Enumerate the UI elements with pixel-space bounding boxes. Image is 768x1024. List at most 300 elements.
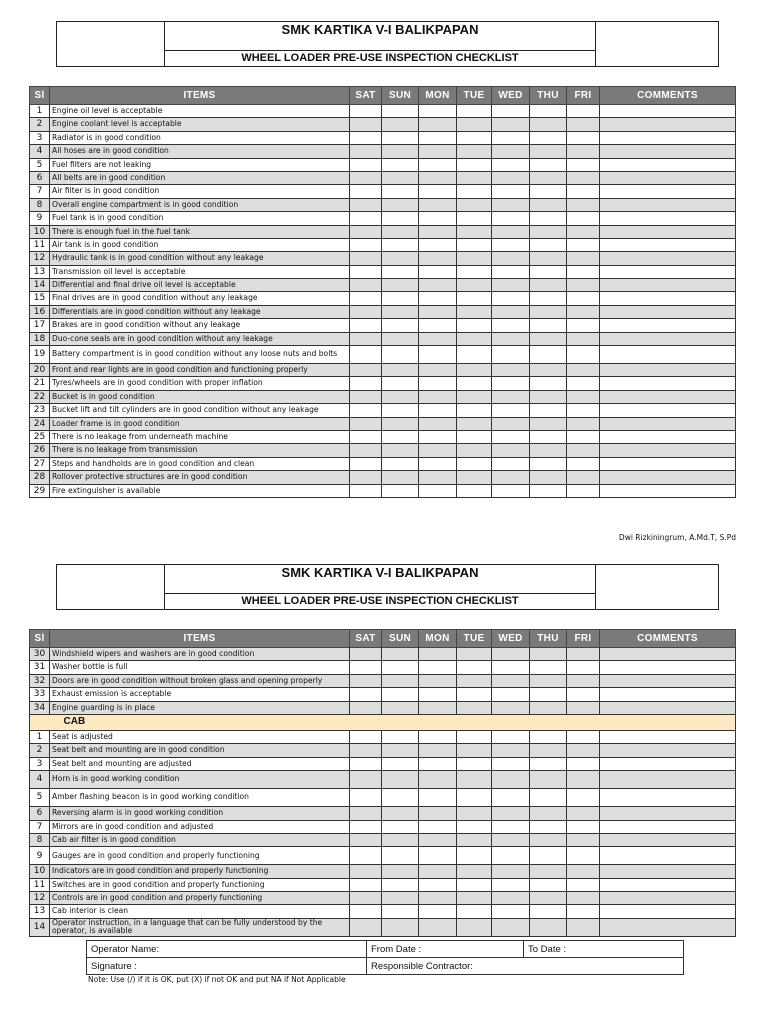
comment-cell[interactable] (600, 198, 736, 211)
check-cell-sat[interactable] (350, 305, 382, 318)
check-cell-fri[interactable] (567, 820, 600, 833)
check-cell-sat[interactable] (350, 265, 382, 278)
check-cell-fri[interactable] (567, 292, 600, 305)
check-cell-fri[interactable] (567, 648, 600, 661)
check-cell-mon[interactable] (419, 292, 457, 305)
check-cell-tue[interactable] (457, 158, 492, 171)
comment-cell[interactable] (600, 878, 736, 891)
check-cell-wed[interactable] (492, 319, 530, 332)
from-date-field[interactable]: From Date : (367, 941, 524, 958)
check-cell-thu[interactable] (530, 305, 567, 318)
check-cell-thu[interactable] (530, 905, 567, 918)
check-cell-tue[interactable] (457, 404, 492, 417)
check-cell-wed[interactable] (492, 158, 530, 171)
check-cell-wed[interactable] (492, 417, 530, 430)
comment-cell[interactable] (600, 212, 736, 225)
check-cell-thu[interactable] (530, 430, 567, 443)
check-cell-wed[interactable] (492, 744, 530, 757)
check-cell-sun[interactable] (382, 648, 419, 661)
comment-cell[interactable] (600, 820, 736, 833)
check-cell-tue[interactable] (457, 105, 492, 118)
check-cell-fri[interactable] (567, 171, 600, 184)
check-cell-tue[interactable] (457, 820, 492, 833)
check-cell-thu[interactable] (530, 847, 567, 865)
check-cell-wed[interactable] (492, 661, 530, 674)
check-cell-wed[interactable] (492, 118, 530, 131)
check-cell-fri[interactable] (567, 484, 600, 497)
check-cell-thu[interactable] (530, 771, 567, 789)
check-cell-mon[interactable] (419, 377, 457, 390)
check-cell-mon[interactable] (419, 457, 457, 470)
check-cell-thu[interactable] (530, 171, 567, 184)
check-cell-thu[interactable] (530, 279, 567, 292)
check-cell-mon[interactable] (419, 648, 457, 661)
check-cell-sun[interactable] (382, 701, 419, 714)
check-cell-thu[interactable] (530, 332, 567, 345)
check-cell-sat[interactable] (350, 789, 382, 807)
comment-cell[interactable] (600, 905, 736, 918)
check-cell-tue[interactable] (457, 833, 492, 846)
check-cell-fri[interactable] (567, 430, 600, 443)
check-cell-sun[interactable] (382, 484, 419, 497)
check-cell-mon[interactable] (419, 279, 457, 292)
check-cell-sun[interactable] (382, 457, 419, 470)
comment-cell[interactable] (600, 225, 736, 238)
check-cell-sat[interactable] (350, 807, 382, 820)
check-cell-mon[interactable] (419, 918, 457, 936)
check-cell-fri[interactable] (567, 701, 600, 714)
check-cell-wed[interactable] (492, 918, 530, 936)
check-cell-thu[interactable] (530, 198, 567, 211)
check-cell-mon[interactable] (419, 390, 457, 403)
comment-cell[interactable] (600, 807, 736, 820)
check-cell-thu[interactable] (530, 484, 567, 497)
comment-cell[interactable] (600, 131, 736, 144)
check-cell-sun[interactable] (382, 688, 419, 701)
check-cell-fri[interactable] (567, 265, 600, 278)
check-cell-mon[interactable] (419, 847, 457, 865)
check-cell-fri[interactable] (567, 444, 600, 457)
check-cell-thu[interactable] (530, 833, 567, 846)
check-cell-tue[interactable] (457, 238, 492, 251)
check-cell-sat[interactable] (350, 225, 382, 238)
comment-cell[interactable] (600, 346, 736, 364)
check-cell-wed[interactable] (492, 730, 530, 743)
check-cell-tue[interactable] (457, 265, 492, 278)
check-cell-tue[interactable] (457, 757, 492, 770)
check-cell-tue[interactable] (457, 865, 492, 878)
check-cell-mon[interactable] (419, 105, 457, 118)
check-cell-fri[interactable] (567, 145, 600, 158)
check-cell-sat[interactable] (350, 865, 382, 878)
comment-cell[interactable] (600, 238, 736, 251)
comment-cell[interactable] (600, 865, 736, 878)
check-cell-thu[interactable] (530, 158, 567, 171)
check-cell-tue[interactable] (457, 918, 492, 936)
check-cell-tue[interactable] (457, 377, 492, 390)
check-cell-tue[interactable] (457, 225, 492, 238)
comment-cell[interactable] (600, 688, 736, 701)
check-cell-sat[interactable] (350, 820, 382, 833)
check-cell-wed[interactable] (492, 484, 530, 497)
check-cell-tue[interactable] (457, 661, 492, 674)
check-cell-thu[interactable] (530, 807, 567, 820)
comment-cell[interactable] (600, 292, 736, 305)
check-cell-tue[interactable] (457, 471, 492, 484)
check-cell-thu[interactable] (530, 918, 567, 936)
check-cell-thu[interactable] (530, 701, 567, 714)
check-cell-mon[interactable] (419, 744, 457, 757)
check-cell-mon[interactable] (419, 820, 457, 833)
comment-cell[interactable] (600, 444, 736, 457)
check-cell-wed[interactable] (492, 444, 530, 457)
check-cell-tue[interactable] (457, 807, 492, 820)
check-cell-thu[interactable] (530, 674, 567, 687)
check-cell-sat[interactable] (350, 771, 382, 789)
check-cell-fri[interactable] (567, 744, 600, 757)
check-cell-mon[interactable] (419, 471, 457, 484)
check-cell-tue[interactable] (457, 118, 492, 131)
check-cell-tue[interactable] (457, 332, 492, 345)
check-cell-fri[interactable] (567, 730, 600, 743)
comment-cell[interactable] (600, 730, 736, 743)
check-cell-sat[interactable] (350, 252, 382, 265)
comment-cell[interactable] (600, 674, 736, 687)
check-cell-tue[interactable] (457, 789, 492, 807)
comment-cell[interactable] (600, 171, 736, 184)
check-cell-sat[interactable] (350, 346, 382, 364)
check-cell-mon[interactable] (419, 730, 457, 743)
check-cell-sun[interactable] (382, 430, 419, 443)
check-cell-mon[interactable] (419, 484, 457, 497)
check-cell-tue[interactable] (457, 131, 492, 144)
to-date-field[interactable]: To Date : (524, 941, 684, 958)
check-cell-sun[interactable] (382, 730, 419, 743)
check-cell-sun[interactable] (382, 865, 419, 878)
check-cell-mon[interactable] (419, 878, 457, 891)
check-cell-tue[interactable] (457, 305, 492, 318)
check-cell-thu[interactable] (530, 417, 567, 430)
check-cell-mon[interactable] (419, 701, 457, 714)
check-cell-sun[interactable] (382, 225, 419, 238)
check-cell-fri[interactable] (567, 346, 600, 364)
check-cell-tue[interactable] (457, 252, 492, 265)
responsible-contractor-field[interactable]: Responsible Contractor: (367, 958, 684, 975)
check-cell-sat[interactable] (350, 444, 382, 457)
check-cell-wed[interactable] (492, 701, 530, 714)
check-cell-mon[interactable] (419, 225, 457, 238)
check-cell-tue[interactable] (457, 279, 492, 292)
check-cell-mon[interactable] (419, 305, 457, 318)
check-cell-fri[interactable] (567, 252, 600, 265)
check-cell-sun[interactable] (382, 252, 419, 265)
check-cell-thu[interactable] (530, 265, 567, 278)
check-cell-mon[interactable] (419, 789, 457, 807)
check-cell-wed[interactable] (492, 105, 530, 118)
check-cell-fri[interactable] (567, 457, 600, 470)
check-cell-mon[interactable] (419, 404, 457, 417)
check-cell-fri[interactable] (567, 279, 600, 292)
check-cell-sun[interactable] (382, 364, 419, 377)
check-cell-fri[interactable] (567, 377, 600, 390)
check-cell-thu[interactable] (530, 212, 567, 225)
check-cell-sat[interactable] (350, 332, 382, 345)
comment-cell[interactable] (600, 158, 736, 171)
check-cell-tue[interactable] (457, 847, 492, 865)
comment-cell[interactable] (600, 661, 736, 674)
check-cell-mon[interactable] (419, 252, 457, 265)
check-cell-fri[interactable] (567, 892, 600, 905)
check-cell-wed[interactable] (492, 279, 530, 292)
check-cell-mon[interactable] (419, 444, 457, 457)
check-cell-wed[interactable] (492, 892, 530, 905)
check-cell-tue[interactable] (457, 730, 492, 743)
check-cell-thu[interactable] (530, 471, 567, 484)
check-cell-wed[interactable] (492, 185, 530, 198)
check-cell-sat[interactable] (350, 390, 382, 403)
check-cell-tue[interactable] (457, 185, 492, 198)
check-cell-mon[interactable] (419, 833, 457, 846)
check-cell-tue[interactable] (457, 892, 492, 905)
check-cell-fri[interactable] (567, 674, 600, 687)
check-cell-tue[interactable] (457, 292, 492, 305)
check-cell-thu[interactable] (530, 457, 567, 470)
check-cell-sat[interactable] (350, 430, 382, 443)
check-cell-wed[interactable] (492, 171, 530, 184)
check-cell-mon[interactable] (419, 171, 457, 184)
check-cell-tue[interactable] (457, 390, 492, 403)
comment-cell[interactable] (600, 185, 736, 198)
check-cell-sun[interactable] (382, 892, 419, 905)
check-cell-tue[interactable] (457, 444, 492, 457)
check-cell-sun[interactable] (382, 377, 419, 390)
check-cell-wed[interactable] (492, 292, 530, 305)
check-cell-tue[interactable] (457, 457, 492, 470)
check-cell-fri[interactable] (567, 105, 600, 118)
check-cell-tue[interactable] (457, 648, 492, 661)
check-cell-sun[interactable] (382, 105, 419, 118)
check-cell-mon[interactable] (419, 265, 457, 278)
check-cell-thu[interactable] (530, 892, 567, 905)
check-cell-tue[interactable] (457, 484, 492, 497)
check-cell-sun[interactable] (382, 238, 419, 251)
check-cell-fri[interactable] (567, 390, 600, 403)
check-cell-thu[interactable] (530, 319, 567, 332)
check-cell-mon[interactable] (419, 865, 457, 878)
check-cell-wed[interactable] (492, 198, 530, 211)
check-cell-mon[interactable] (419, 212, 457, 225)
check-cell-tue[interactable] (457, 771, 492, 789)
check-cell-sat[interactable] (350, 457, 382, 470)
check-cell-wed[interactable] (492, 833, 530, 846)
check-cell-mon[interactable] (419, 198, 457, 211)
comment-cell[interactable] (600, 430, 736, 443)
check-cell-sun[interactable] (382, 789, 419, 807)
check-cell-mon[interactable] (419, 771, 457, 789)
check-cell-thu[interactable] (530, 377, 567, 390)
check-cell-sat[interactable] (350, 905, 382, 918)
check-cell-thu[interactable] (530, 648, 567, 661)
check-cell-wed[interactable] (492, 905, 530, 918)
check-cell-mon[interactable] (419, 430, 457, 443)
check-cell-sun[interactable] (382, 674, 419, 687)
check-cell-sat[interactable] (350, 292, 382, 305)
check-cell-thu[interactable] (530, 820, 567, 833)
check-cell-wed[interactable] (492, 305, 530, 318)
check-cell-sat[interactable] (350, 417, 382, 430)
comment-cell[interactable] (600, 118, 736, 131)
check-cell-sat[interactable] (350, 892, 382, 905)
check-cell-sat[interactable] (350, 661, 382, 674)
check-cell-mon[interactable] (419, 364, 457, 377)
check-cell-sun[interactable] (382, 319, 419, 332)
check-cell-sat[interactable] (350, 918, 382, 936)
check-cell-thu[interactable] (530, 238, 567, 251)
check-cell-wed[interactable] (492, 865, 530, 878)
check-cell-fri[interactable] (567, 789, 600, 807)
check-cell-thu[interactable] (530, 131, 567, 144)
check-cell-sun[interactable] (382, 444, 419, 457)
check-cell-tue[interactable] (457, 701, 492, 714)
check-cell-mon[interactable] (419, 757, 457, 770)
check-cell-sat[interactable] (350, 212, 382, 225)
check-cell-sun[interactable] (382, 198, 419, 211)
check-cell-fri[interactable] (567, 833, 600, 846)
comment-cell[interactable] (600, 471, 736, 484)
comment-cell[interactable] (600, 305, 736, 318)
check-cell-wed[interactable] (492, 430, 530, 443)
check-cell-mon[interactable] (419, 185, 457, 198)
comment-cell[interactable] (600, 279, 736, 292)
check-cell-mon[interactable] (419, 661, 457, 674)
check-cell-mon[interactable] (419, 688, 457, 701)
check-cell-fri[interactable] (567, 225, 600, 238)
check-cell-fri[interactable] (567, 865, 600, 878)
check-cell-fri[interactable] (567, 118, 600, 131)
check-cell-thu[interactable] (530, 757, 567, 770)
check-cell-sun[interactable] (382, 171, 419, 184)
comment-cell[interactable] (600, 377, 736, 390)
check-cell-sun[interactable] (382, 744, 419, 757)
check-cell-sun[interactable] (382, 820, 419, 833)
check-cell-thu[interactable] (530, 878, 567, 891)
check-cell-tue[interactable] (457, 319, 492, 332)
check-cell-sun[interactable] (382, 390, 419, 403)
comment-cell[interactable] (600, 457, 736, 470)
check-cell-sat[interactable] (350, 404, 382, 417)
check-cell-sat[interactable] (350, 730, 382, 743)
check-cell-fri[interactable] (567, 364, 600, 377)
comment-cell[interactable] (600, 404, 736, 417)
check-cell-fri[interactable] (567, 688, 600, 701)
check-cell-mon[interactable] (419, 807, 457, 820)
check-cell-tue[interactable] (457, 364, 492, 377)
check-cell-thu[interactable] (530, 688, 567, 701)
check-cell-sun[interactable] (382, 292, 419, 305)
check-cell-tue[interactable] (457, 674, 492, 687)
operator-name-field[interactable]: Operator Name: (87, 941, 367, 958)
comment-cell[interactable] (600, 332, 736, 345)
check-cell-sat[interactable] (350, 198, 382, 211)
check-cell-sat[interactable] (350, 833, 382, 846)
check-cell-sat[interactable] (350, 131, 382, 144)
check-cell-sun[interactable] (382, 131, 419, 144)
comment-cell[interactable] (600, 757, 736, 770)
check-cell-fri[interactable] (567, 918, 600, 936)
comment-cell[interactable] (600, 892, 736, 905)
check-cell-tue[interactable] (457, 145, 492, 158)
check-cell-fri[interactable] (567, 847, 600, 865)
check-cell-sun[interactable] (382, 332, 419, 345)
check-cell-fri[interactable] (567, 198, 600, 211)
check-cell-thu[interactable] (530, 661, 567, 674)
check-cell-sun[interactable] (382, 918, 419, 936)
check-cell-mon[interactable] (419, 118, 457, 131)
comment-cell[interactable] (600, 771, 736, 789)
check-cell-wed[interactable] (492, 404, 530, 417)
check-cell-wed[interactable] (492, 332, 530, 345)
check-cell-sat[interactable] (350, 688, 382, 701)
check-cell-sun[interactable] (382, 833, 419, 846)
check-cell-thu[interactable] (530, 744, 567, 757)
check-cell-sun[interactable] (382, 346, 419, 364)
comment-cell[interactable] (600, 105, 736, 118)
check-cell-sun[interactable] (382, 878, 419, 891)
check-cell-wed[interactable] (492, 225, 530, 238)
check-cell-sun[interactable] (382, 905, 419, 918)
check-cell-tue[interactable] (457, 878, 492, 891)
check-cell-wed[interactable] (492, 346, 530, 364)
check-cell-tue[interactable] (457, 198, 492, 211)
check-cell-wed[interactable] (492, 820, 530, 833)
check-cell-thu[interactable] (530, 404, 567, 417)
check-cell-wed[interactable] (492, 145, 530, 158)
check-cell-sun[interactable] (382, 757, 419, 770)
comment-cell[interactable] (600, 417, 736, 430)
check-cell-fri[interactable] (567, 878, 600, 891)
check-cell-thu[interactable] (530, 252, 567, 265)
check-cell-fri[interactable] (567, 319, 600, 332)
check-cell-fri[interactable] (567, 905, 600, 918)
check-cell-sun[interactable] (382, 417, 419, 430)
check-cell-sat[interactable] (350, 171, 382, 184)
check-cell-sat[interactable] (350, 878, 382, 891)
comment-cell[interactable] (600, 265, 736, 278)
check-cell-mon[interactable] (419, 332, 457, 345)
check-cell-wed[interactable] (492, 238, 530, 251)
check-cell-tue[interactable] (457, 212, 492, 225)
check-cell-sun[interactable] (382, 158, 419, 171)
check-cell-sat[interactable] (350, 701, 382, 714)
check-cell-wed[interactable] (492, 789, 530, 807)
check-cell-sat[interactable] (350, 377, 382, 390)
check-cell-tue[interactable] (457, 430, 492, 443)
check-cell-wed[interactable] (492, 265, 530, 278)
check-cell-wed[interactable] (492, 674, 530, 687)
check-cell-wed[interactable] (492, 771, 530, 789)
check-cell-fri[interactable] (567, 185, 600, 198)
check-cell-wed[interactable] (492, 212, 530, 225)
check-cell-thu[interactable] (530, 789, 567, 807)
check-cell-fri[interactable] (567, 131, 600, 144)
check-cell-tue[interactable] (457, 417, 492, 430)
check-cell-mon[interactable] (419, 674, 457, 687)
check-cell-sat[interactable] (350, 757, 382, 770)
comment-cell[interactable] (600, 390, 736, 403)
check-cell-mon[interactable] (419, 892, 457, 905)
comment-cell[interactable] (600, 833, 736, 846)
check-cell-sat[interactable] (350, 364, 382, 377)
